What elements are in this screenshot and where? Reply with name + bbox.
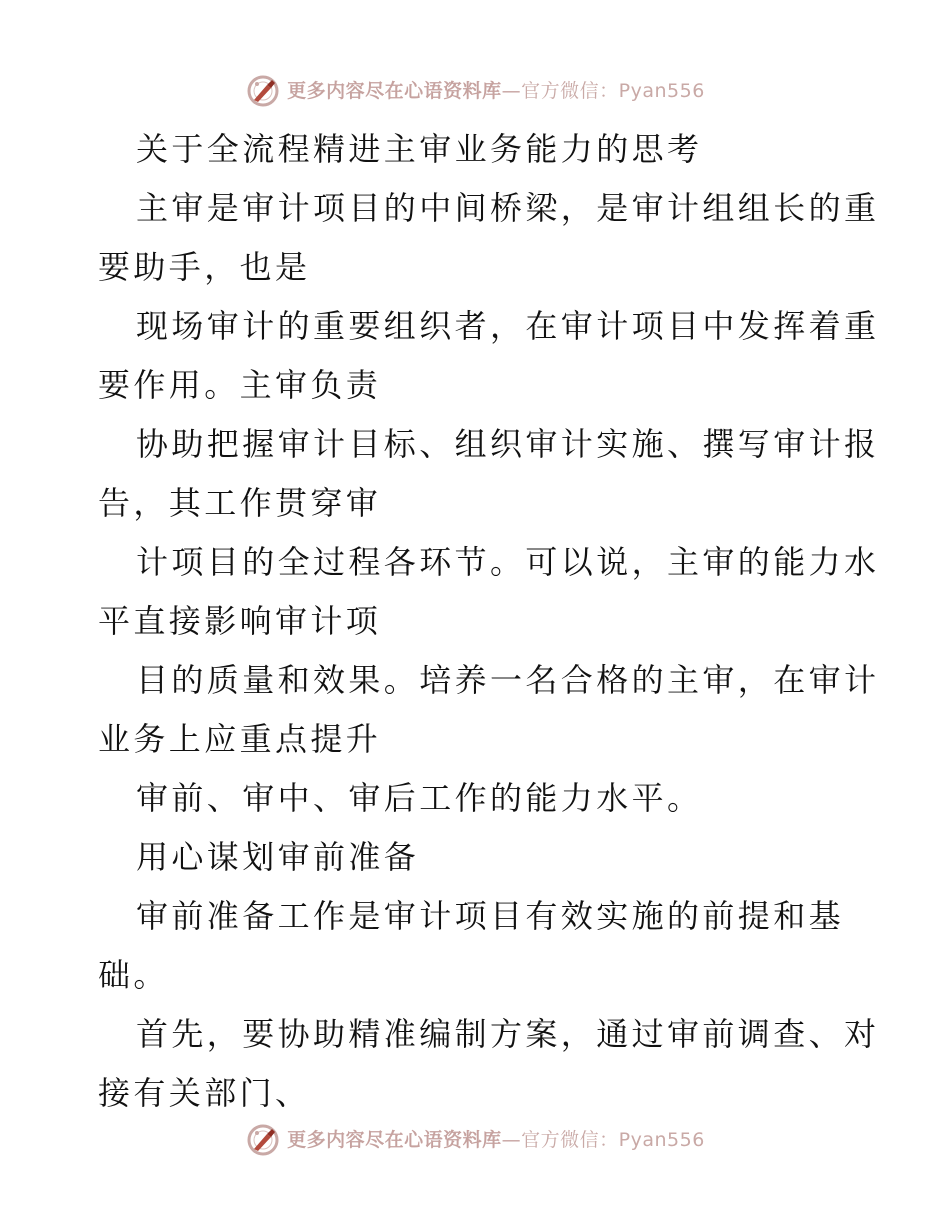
text-line: 计项目的全过程各环节。可以说，主审的能力水 [136, 543, 880, 581]
text-line: 要助手，也是 [98, 248, 311, 286]
footer-watermark [0, 1120, 950, 1160]
text-line: 首先，要协助精准编制方案，通过审前调查、对 [136, 1015, 880, 1053]
header-watermark-dash: — [501, 79, 522, 102]
text-line: 审前、审中、审后工作的能力水平。 [136, 779, 703, 817]
footer-watermark-sub: 官方微信：Pyan556 [521, 1128, 705, 1151]
text-line: 要作用。主审负责 [98, 366, 382, 404]
text-line: 平直接影响审计项 [98, 602, 382, 640]
text-line: 接有关部门、 [98, 1074, 311, 1112]
text-line: 业务上应重点提升 [98, 720, 382, 758]
text-line: 主审是审计项目的中间桥梁，是审计组组长的重 [136, 189, 880, 227]
footer-watermark-dash: — [501, 1128, 522, 1151]
section-heading: 用心谋划审前准备 [136, 838, 420, 876]
text-line: 础。 [98, 956, 169, 994]
text-line: 目的质量和效果。培养一名合格的主审，在审计 [136, 661, 880, 699]
header-watermark-sub: 官方微信：Pyan556 [521, 79, 705, 102]
header-watermark-text [287, 79, 705, 102]
text-line: 告，其工作贯穿审 [98, 484, 382, 522]
text-line: 协助把握审计目标、组织审计实施、撰写审计报 [136, 425, 880, 463]
pen-logo-icon [245, 1122, 281, 1158]
pen-logo-icon [245, 73, 281, 109]
header-watermark [0, 71, 950, 111]
footer-watermark-text [287, 1128, 705, 1151]
footer-watermark-main: 更多内容尽在心语资料库 [287, 1128, 502, 1151]
text-line: 现场审计的重要组织者，在审计项目中发挥着重 [136, 307, 880, 345]
document-title: 关于全流程精进主审业务能力的思考 [136, 130, 703, 168]
document-body [98, 120, 880, 1123]
text-line: 审前准备工作是审计项目有效实施的前提和基 [136, 897, 845, 935]
header-watermark-main: 更多内容尽在心语资料库 [287, 79, 502, 102]
